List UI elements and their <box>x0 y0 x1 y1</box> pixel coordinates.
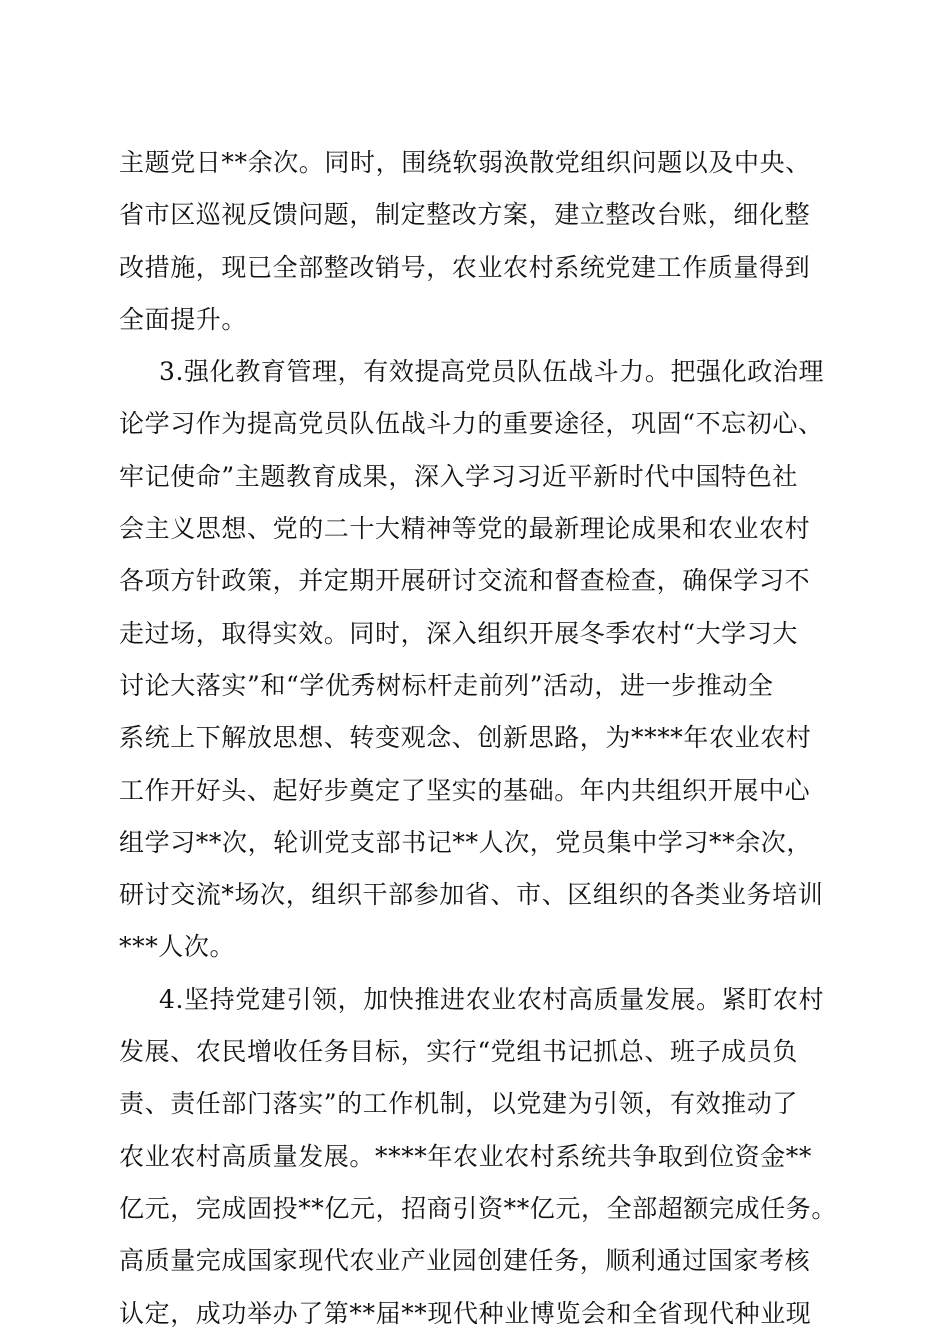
text-line: 改措施，现已全部整改销号，农业农村系统党建工作质量得到 <box>119 252 811 282</box>
text-line: 高质量完成国家现代农业产业园创建任务，顺利通过国家考核 <box>119 1246 811 1276</box>
text-line: 省市区巡视反馈问题，制定整改方案，建立整改台账，细化整 <box>119 200 811 230</box>
paragraph-3-heading-line: 3.强化教育管理，有效提高党员队伍战斗力。把强化政治理 <box>159 357 825 387</box>
text-line: ***人次。 <box>119 932 236 962</box>
text-line: 责、责任部门落实”的工作机制，以党建为引领，有效推动了 <box>119 1089 798 1119</box>
text-line: 组学习**次，轮训党支部书记**人次，党员集中学习**余次， <box>119 827 813 857</box>
text-line: 系统上下解放思想、转变观念、创新思路，为****年农业农村 <box>119 723 812 753</box>
text-line: 讨论大落实”和“学优秀树标杆走前列”活动，进一步推动全 <box>119 670 774 700</box>
text-line: 全面提升。 <box>119 304 248 334</box>
text-line: 主题党日**余次。同时，围绕软弱涣散党组织问题以及中央、 <box>119 148 811 177</box>
text-line: 研讨交流*场次，组织干部参加省、市、区组织的各类业务培训 <box>119 880 824 910</box>
text-line: 工作开好头、起好步奠定了坚实的基础。年内共组织开展中心 <box>119 775 811 805</box>
paragraph-4-heading-line: 4.坚持党建引领，加快推进农业农村高质量发展。紧盯农村 <box>159 984 825 1014</box>
text-line: 亿元，完成固投**亿元，招商引资**亿元，全部超额完成任务。 <box>119 1193 838 1223</box>
text-line: 论学习作为提高党员队伍战斗力的重要途径，巩固“不忘初心、 <box>119 409 824 439</box>
body-text <box>119 137 839 1340</box>
text-line: 各项方针政策，并定期开展研讨交流和督查检查，确保学习不 <box>119 566 811 596</box>
text-line: 会主义思想、党的二十大精神等党的最新理论成果和农业农村 <box>119 514 811 544</box>
text-line: 走过场，取得实效。同时，深入组织开展冬季农村“大学习大 <box>119 618 798 648</box>
text-line: 认定，成功举办了第**届**现代种业博览会和全省现代种业现 <box>119 1298 812 1328</box>
text-line: 发展、农民增收任务目标，实行“党组书记抓总、班子成员负 <box>119 1037 798 1067</box>
text-line: 牢记使命”主题教育成果，深入学习习近平新时代中国特色社 <box>119 461 798 491</box>
text-line: 农业农村高质量发展。****年农业农村系统共争取到位资金** <box>119 1141 813 1171</box>
